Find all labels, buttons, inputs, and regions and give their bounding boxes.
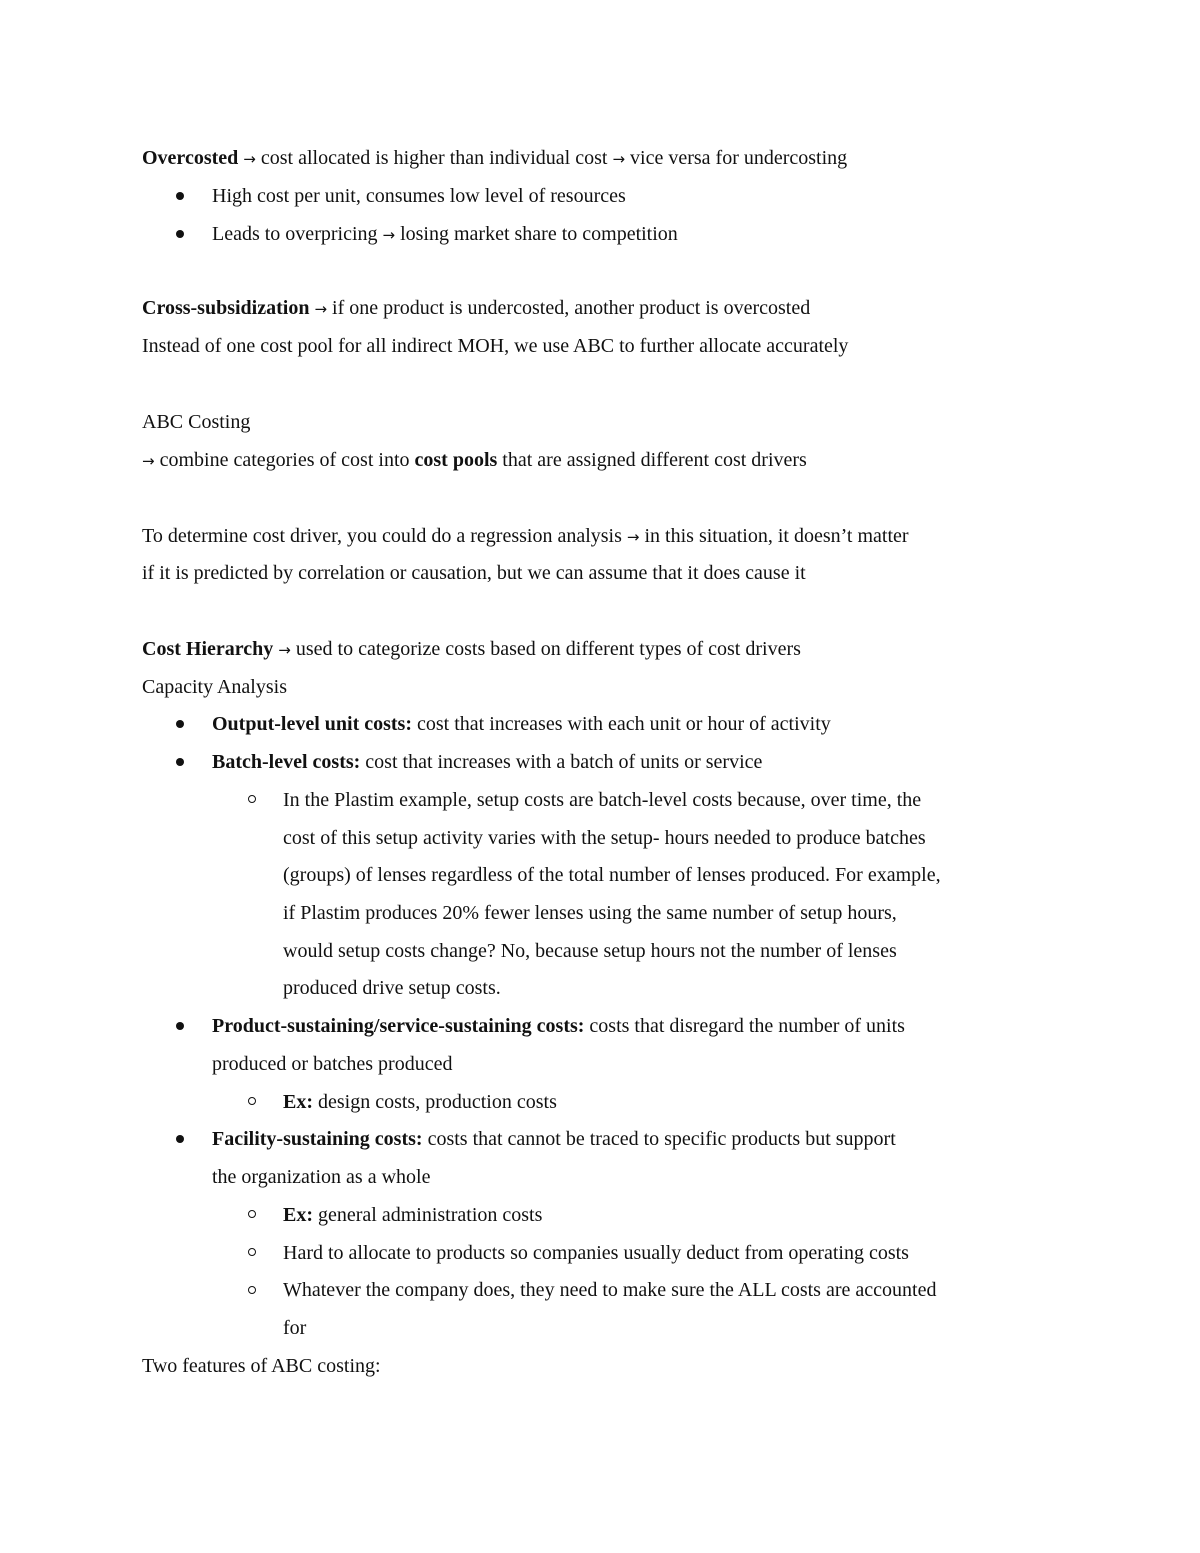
- overcosted-line: [142, 146, 847, 171]
- product-sustaining-text-2: produced or batches produced: [212, 1053, 453, 1075]
- circle-bullet-icon: [248, 1210, 256, 1218]
- ex-label: Ex:: [283, 1091, 313, 1113]
- facility-sustaining-text-2: the organization as a whole: [212, 1166, 431, 1188]
- arrow-icon: →: [243, 150, 256, 168]
- cost-pools-term: cost pools: [414, 449, 498, 471]
- bullet-icon: [176, 1135, 184, 1143]
- regression-line-1: [142, 524, 909, 549]
- product-example-text: design costs, production costs: [313, 1091, 557, 1113]
- cross-subsidization-line: [142, 296, 810, 321]
- facility-sustaining-term: Facility-sustaining costs:: [212, 1128, 423, 1150]
- list-item-continuation: [212, 1052, 452, 1076]
- product-example: [283, 1090, 557, 1114]
- circle-bullet-icon: [248, 1248, 256, 1256]
- bullet-icon: [176, 230, 184, 238]
- list-item-text: Leads to overpricing: [212, 223, 383, 245]
- regression-text-3: if it is predicted by correlation or causation, but we can assume that it does cause it: [142, 562, 806, 584]
- two-features-heading: [142, 1354, 381, 1378]
- batch-sub-text: In the Plastim example, setup costs are batch-level costs because, over time, the: [283, 789, 922, 811]
- cross-subsidization-text: if one product is undercosted, another product is overcosted: [327, 297, 811, 319]
- batch-sub-text: (groups) of lenses regardless of the total number of lenses produced. For example,: [283, 864, 941, 886]
- list-item: [212, 184, 626, 208]
- arrow-icon: →: [278, 641, 291, 659]
- facility-example: [283, 1203, 542, 1227]
- capacity-analysis-text: Capacity Analysis: [142, 676, 287, 698]
- facility-sub-text: for: [283, 1317, 307, 1339]
- batch-sub-text: if Plastim produces 20% fewer lenses using the same number of setup hours,: [283, 902, 897, 924]
- list-item: [212, 1127, 896, 1151]
- facility-sub-text: Hard to allocate to products so companies usually deduct from operating costs: [283, 1242, 909, 1264]
- batch-sub-line: [283, 826, 926, 850]
- facility-example-text: general administration costs: [313, 1204, 543, 1226]
- ex-label: Ex:: [283, 1204, 313, 1226]
- batch-sub-line: [283, 976, 501, 1000]
- overcosted-text-2: vice versa for undercosting: [625, 147, 848, 169]
- arrow-icon: →: [612, 150, 626, 168]
- batch-sub-text: would setup costs change? No, because setup hours not the number of lenses: [283, 940, 897, 962]
- cost-hierarchy-text: used to categorize costs based on different types of cost drivers: [290, 638, 801, 660]
- product-sustaining-text: costs that disregard the number of units: [584, 1015, 905, 1037]
- arrow-icon: →: [382, 226, 396, 244]
- overcosted-text-1: cost allocated is higher than individual cost: [255, 147, 613, 169]
- abc-heading: [142, 410, 250, 434]
- batch-sub-line: [283, 788, 921, 812]
- abc-line: [142, 448, 807, 473]
- list-item: [212, 1014, 905, 1038]
- bullet-icon: [176, 720, 184, 728]
- batch-level-text: cost that increases with a batch of units or service: [360, 751, 763, 773]
- list-item: [212, 750, 762, 774]
- arrow-icon: →: [314, 300, 328, 318]
- arrow-icon: →: [142, 452, 155, 470]
- product-sustaining-term: Product-sustaining/service-sustaining costs:: [212, 1015, 585, 1037]
- batch-sub-text: produced drive setup costs.: [283, 977, 501, 999]
- list-item-text: High cost per unit, consumes low level of resources: [212, 185, 626, 207]
- cross-subsidization-term: Cross-subsidization: [142, 297, 310, 319]
- output-level-text: cost that increases with each unit or hour of activity: [412, 713, 831, 735]
- facility-sub-text: Whatever the company does, they need to make sure the ALL costs are accounted: [283, 1279, 937, 1301]
- facility-sustaining-text: costs that cannot be traced to specific products but support: [422, 1128, 896, 1150]
- regression-line-2: [142, 561, 806, 585]
- list-item: [212, 712, 831, 736]
- bullet-icon: [176, 1022, 184, 1030]
- batch-sub-line: [283, 939, 897, 963]
- abc-text-2: that are assigned different cost drivers: [497, 449, 807, 471]
- arrow-icon: →: [626, 528, 640, 546]
- overcosted-term: Overcosted: [142, 147, 239, 169]
- capacity-analysis: [142, 675, 287, 699]
- facility-sub-line: [283, 1278, 936, 1302]
- abc-heading-text: ABC Costing: [142, 411, 251, 433]
- cross-line-2: [142, 334, 848, 358]
- batch-sub-text: cost of this setup activity varies with the setup- hours needed to produce batches: [283, 827, 926, 849]
- regression-text-2: in this situation, it doesn’t matter: [639, 525, 909, 547]
- facility-sub-line: [283, 1241, 909, 1265]
- abc-text-1: combine categories of cost into: [154, 449, 415, 471]
- batch-sub-line: [283, 863, 941, 887]
- circle-bullet-icon: [248, 1097, 256, 1105]
- list-item: [212, 222, 678, 247]
- circle-bullet-icon: [248, 1286, 256, 1294]
- output-level-term: Output-level unit costs:: [212, 713, 412, 735]
- cross-line-2-text: Instead of one cost pool for all indirect MOH, we use ABC to further allocate accurately: [142, 335, 849, 357]
- bullet-icon: [176, 758, 184, 766]
- regression-text-1: To determine cost driver, you could do a regression analysis: [142, 525, 627, 547]
- cost-hierarchy-line: [142, 637, 801, 662]
- bullet-icon: [176, 192, 184, 200]
- facility-sub-line: [283, 1316, 306, 1340]
- batch-sub-line: [283, 901, 897, 925]
- cost-hierarchy-term: Cost Hierarchy: [142, 638, 274, 660]
- list-item-continuation: [212, 1165, 430, 1189]
- list-item-text: losing market share to competition: [400, 223, 678, 245]
- circle-bullet-icon: [248, 795, 256, 803]
- two-features-text: Two features of ABC costing:: [142, 1355, 381, 1377]
- batch-level-term: Batch-level costs:: [212, 751, 361, 773]
